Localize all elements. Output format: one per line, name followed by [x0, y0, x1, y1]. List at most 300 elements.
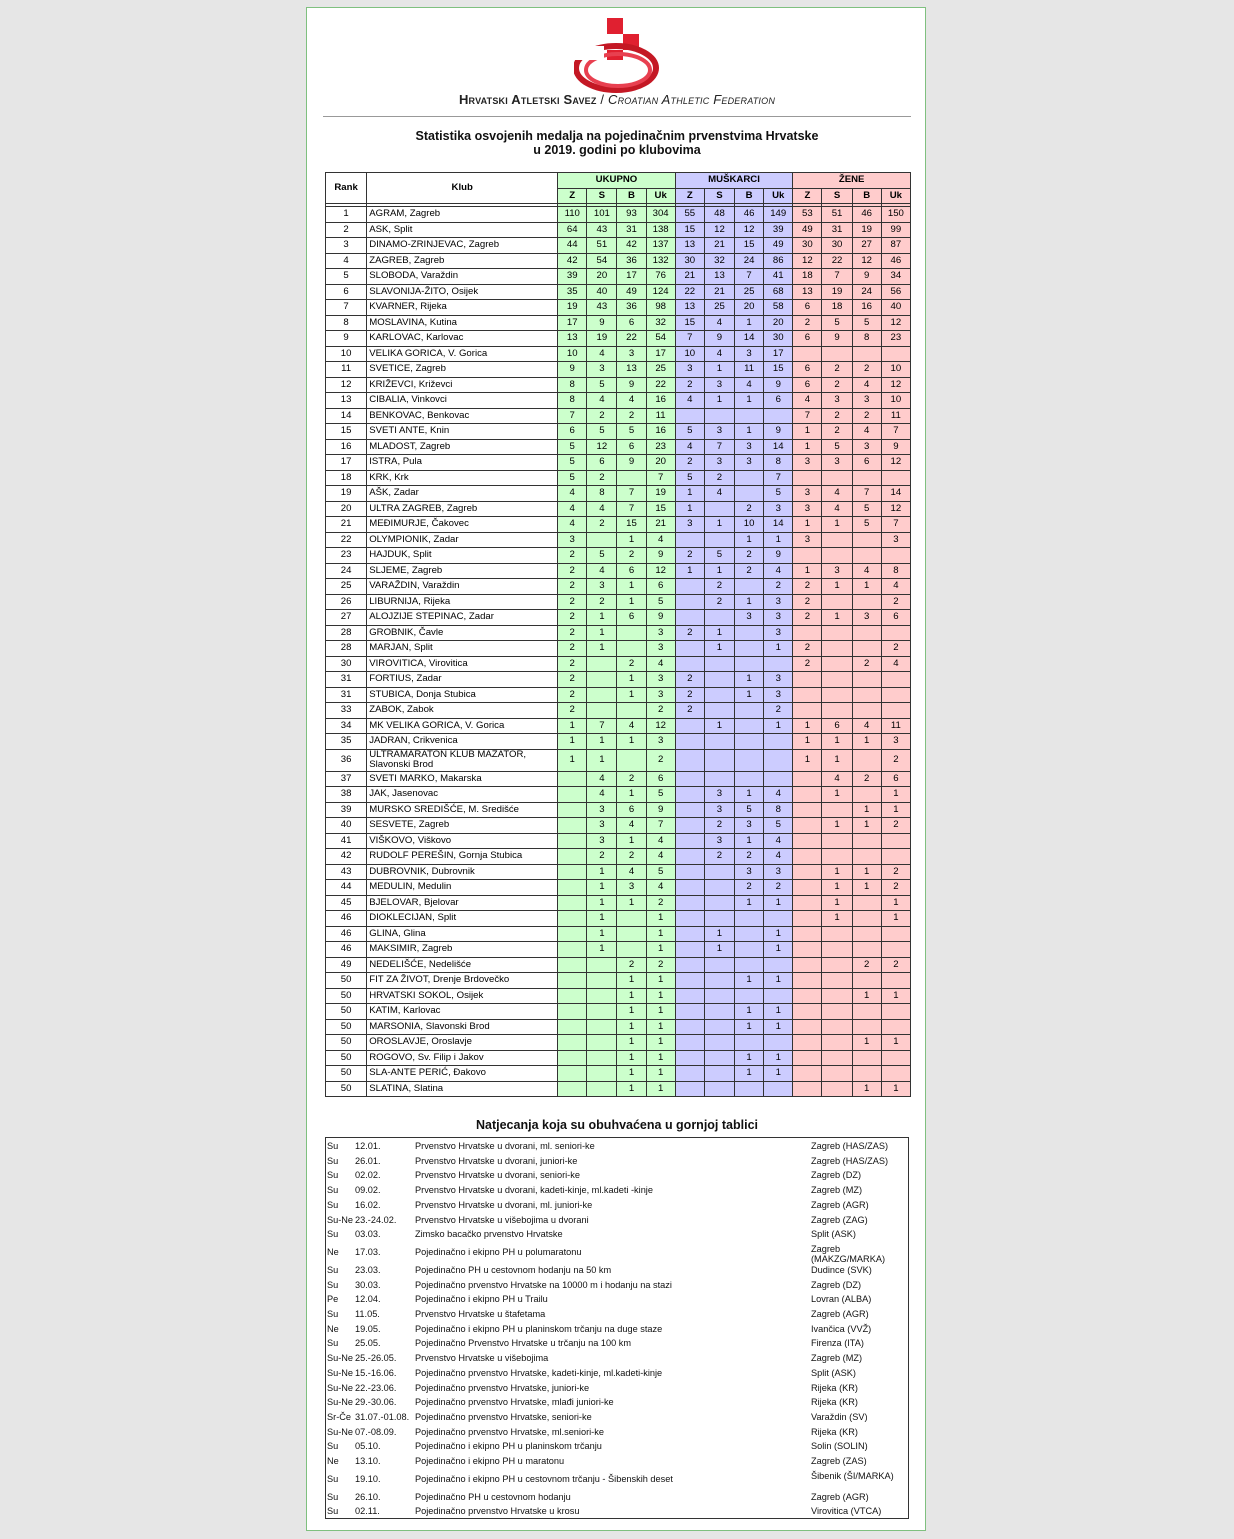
cell-klub: ULTRA ZAGREB, Zagreb — [367, 501, 558, 517]
cell-ukupno-z — [558, 1035, 587, 1051]
cell-muskarci-b: 20 — [735, 300, 764, 316]
cell-zene-b: 24 — [852, 284, 881, 300]
cell-muskarci-z: 15 — [675, 222, 704, 238]
cell-ukupno-uk: 3 — [646, 687, 675, 703]
cell-muskarci-b — [735, 579, 764, 595]
cell-ukupno-b — [617, 625, 646, 641]
cell-muskarci-s: 3 — [704, 833, 734, 849]
cell-ukupno-uk: 2 — [646, 703, 675, 719]
cell-klub: RUDOLF PEREŠIN, Gornja Stubica — [367, 849, 558, 865]
cell-zene-uk: 4 — [881, 656, 910, 672]
table-row — [326, 377, 911, 393]
competition-name: Pojedinačno prvenstvo Hrvatske, ml.seniori-ke — [415, 1426, 604, 1437]
cell-ukupno-uk: 11 — [646, 408, 675, 424]
cell-klub: SESVETE, Zagreb — [367, 818, 558, 834]
cell-zene-z: 6 — [793, 331, 822, 347]
table-row — [326, 207, 911, 223]
cell-muskarci-uk: 2 — [764, 703, 793, 719]
cell-zene-s — [822, 625, 852, 641]
cell-muskarci-s: 1 — [704, 926, 734, 942]
cell-ukupno-b: 2 — [617, 771, 646, 787]
cell-muskarci-b: 3 — [735, 610, 764, 626]
cell-zene-uk: 12 — [881, 315, 910, 331]
cell-muskarci-z — [675, 771, 704, 787]
cell-rank: 25 — [326, 579, 367, 595]
cell-muskarci-uk: 15 — [764, 362, 793, 378]
cell-muskarci-uk: 3 — [764, 687, 793, 703]
table-row — [326, 238, 911, 254]
table-row — [326, 656, 911, 672]
cell-ukupno-s: 51 — [587, 238, 617, 254]
competition-place: Rijeka (KR) — [811, 1382, 858, 1393]
cell-muskarci-z: 10 — [675, 346, 704, 362]
cell-muskarci-b — [735, 656, 764, 672]
cell-zene-b — [852, 641, 881, 657]
cell-ukupno-s — [587, 1050, 617, 1066]
table-row — [326, 787, 911, 803]
cell-ukupno-uk: 22 — [646, 377, 675, 393]
cell-zene-z — [793, 988, 822, 1004]
cell-zene-z: 3 — [793, 486, 822, 502]
cell-zene-z: 1 — [793, 749, 822, 771]
cell-ukupno-z: 2 — [558, 548, 587, 564]
cell-rank: 46 — [326, 942, 367, 958]
cell-ukupno-z: 5 — [558, 439, 587, 455]
cell-zene-uk: 150 — [881, 207, 910, 223]
cell-muskarci-s — [704, 1081, 734, 1097]
cell-zene-b — [852, 703, 881, 719]
header-ukupno: UKUPNO — [558, 173, 676, 189]
cell-zene-z: 2 — [793, 656, 822, 672]
cell-zene-uk: 1 — [881, 1035, 910, 1051]
table-row — [326, 408, 911, 424]
cell-ukupno-uk: 304 — [646, 207, 675, 223]
cell-muskarci-uk: 4 — [764, 833, 793, 849]
cell-ukupno-s: 43 — [587, 222, 617, 238]
cell-ukupno-z — [558, 1081, 587, 1097]
cell-rank: 4 — [326, 253, 367, 269]
cell-zene-z: 1 — [793, 439, 822, 455]
cell-zene-b: 3 — [852, 439, 881, 455]
table-row — [326, 641, 911, 657]
cell-ukupno-z — [558, 895, 587, 911]
cell-zene-b: 1 — [852, 988, 881, 1004]
cell-ukupno-b: 6 — [617, 439, 646, 455]
cell-zene-s: 2 — [822, 377, 852, 393]
cell-ukupno-b: 6 — [617, 315, 646, 331]
cell-zene-s: 51 — [822, 207, 852, 223]
cell-zene-uk: 1 — [881, 787, 910, 803]
federation-logo-icon — [574, 16, 664, 94]
cell-muskarci-z: 21 — [675, 269, 704, 285]
cell-klub: VIROVITICA, Virovitica — [367, 656, 558, 672]
cell-muskarci-uk: 86 — [764, 253, 793, 269]
cell-muskarci-b: 1 — [735, 672, 764, 688]
cell-muskarci-uk: 1 — [764, 926, 793, 942]
competition-day: Su — [327, 1264, 339, 1275]
competition-name: Pojedinačno Prvenstvo Hrvatske u trčanju na 100 km — [415, 1338, 632, 1349]
cell-ukupno-z: 64 — [558, 222, 587, 238]
cell-zene-s — [822, 687, 852, 703]
cell-ukupno-z: 1 — [558, 749, 587, 771]
cell-ukupno-b: 5 — [617, 424, 646, 440]
cell-muskarci-uk: 58 — [764, 300, 793, 316]
cell-muskarci-z: 2 — [675, 687, 704, 703]
table-row — [326, 988, 911, 1004]
cell-muskarci-s: 1 — [704, 393, 734, 409]
cell-rank: 17 — [326, 455, 367, 471]
cell-klub: GROBNIK, Čavle — [367, 625, 558, 641]
cell-muskarci-b: 1 — [735, 1050, 764, 1066]
cell-ukupno-uk: 12 — [646, 718, 675, 734]
cell-zene-b: 1 — [852, 1035, 881, 1051]
cell-zene-s: 3 — [822, 393, 852, 409]
cell-ukupno-uk: 3 — [646, 672, 675, 688]
cell-muskarci-z: 55 — [675, 207, 704, 223]
competition-place: Zagreb (MZ) — [811, 1185, 863, 1196]
cell-rank: 6 — [326, 284, 367, 300]
cell-muskarci-s — [704, 408, 734, 424]
cell-muskarci-z: 22 — [675, 284, 704, 300]
cell-klub: HRVATSKI SOKOL, Osijek — [367, 988, 558, 1004]
cell-ukupno-uk: 2 — [646, 957, 675, 973]
cell-muskarci-s: 3 — [704, 455, 734, 471]
header-muskarci: MUŠKARCI — [675, 173, 793, 189]
cell-zene-uk: 40 — [881, 300, 910, 316]
cell-rank: 3 — [326, 238, 367, 254]
cell-zene-s: 1 — [822, 818, 852, 834]
cell-ukupno-uk: 137 — [646, 238, 675, 254]
cell-zene-b — [852, 911, 881, 927]
competition-place: Ivančica (VVŽ) — [811, 1323, 872, 1334]
cell-ukupno-uk: 4 — [646, 656, 675, 672]
cell-muskarci-s — [704, 532, 734, 548]
cell-muskarci-b — [735, 734, 764, 750]
cell-muskarci-s — [704, 895, 734, 911]
cell-muskarci-b — [735, 486, 764, 502]
cell-zene-z — [793, 818, 822, 834]
cell-zene-b — [852, 1019, 881, 1035]
cell-klub: LIBURNIJA, Rijeka — [367, 594, 558, 610]
cell-zene-uk — [881, 973, 910, 989]
cell-zene-s — [822, 1004, 852, 1020]
cell-ukupno-uk: 132 — [646, 253, 675, 269]
table-row — [326, 911, 911, 927]
competition-name: Pojedinačno i ekipno PH u maratonu — [415, 1456, 565, 1466]
federation-name-en: Croatian Athletic Federation — [608, 92, 776, 107]
competition-day: Su-Ne — [327, 1353, 354, 1364]
cell-muskarci-z — [675, 818, 704, 834]
cell-ukupno-z: 4 — [558, 501, 587, 517]
cell-klub: MAKSIMIR, Zagreb — [367, 942, 558, 958]
cell-klub: KRK, Krk — [367, 470, 558, 486]
cell-zene-z — [793, 787, 822, 803]
cell-muskarci-b: 2 — [735, 880, 764, 896]
cell-muskarci-z: 2 — [675, 703, 704, 719]
cell-ukupno-uk: 7 — [646, 470, 675, 486]
cell-ukupno-uk: 54 — [646, 331, 675, 347]
cell-muskarci-uk: 1 — [764, 895, 793, 911]
cell-rank: 42 — [326, 849, 367, 865]
cell-muskarci-s: 2 — [704, 594, 734, 610]
cell-ukupno-b: 1 — [617, 594, 646, 610]
table-row — [326, 424, 911, 440]
cell-ukupno-z: 3 — [558, 532, 587, 548]
cell-ukupno-s — [587, 988, 617, 1004]
cell-zene-uk: 10 — [881, 362, 910, 378]
cell-muskarci-b: 3 — [735, 864, 764, 880]
cell-klub: SLA-ANTE PERIĆ, Đakovo — [367, 1066, 558, 1082]
cell-zene-uk: 11 — [881, 408, 910, 424]
table-row — [326, 749, 911, 771]
cell-zene-s — [822, 1050, 852, 1066]
cell-muskarci-z — [675, 734, 704, 750]
cell-zene-b — [852, 1050, 881, 1066]
cell-zene-uk: 1 — [881, 895, 910, 911]
cell-ukupno-b: 93 — [617, 207, 646, 223]
cell-muskarci-z — [675, 718, 704, 734]
cell-muskarci-uk: 1 — [764, 973, 793, 989]
cell-ukupno-s: 1 — [587, 625, 617, 641]
cell-ukupno-z — [558, 818, 587, 834]
cell-zene-s — [822, 849, 852, 865]
cell-ukupno-z — [558, 1019, 587, 1035]
cell-ukupno-s — [587, 1035, 617, 1051]
cell-ukupno-z: 19 — [558, 300, 587, 316]
cell-muskarci-uk — [764, 771, 793, 787]
cell-zene-s: 1 — [822, 911, 852, 927]
cell-klub: ALOJZIJE STEPINAC, Zadar — [367, 610, 558, 626]
header-zene-b: B — [852, 188, 881, 204]
cell-muskarci-z: 2 — [675, 625, 704, 641]
competition-day: Su — [327, 1170, 339, 1181]
competition-row — [326, 1242, 908, 1263]
cell-zene-uk: 3 — [881, 532, 910, 548]
cell-ukupno-z: 8 — [558, 377, 587, 393]
cell-zene-s: 2 — [822, 362, 852, 378]
competition-row — [326, 1227, 908, 1242]
cell-zene-s: 1 — [822, 880, 852, 896]
table-row — [326, 833, 911, 849]
cell-muskarci-s: 2 — [704, 470, 734, 486]
cell-ukupno-z: 10 — [558, 346, 587, 362]
cell-ukupno-b: 9 — [617, 455, 646, 471]
cell-rank: 50 — [326, 1004, 367, 1020]
table-row — [326, 346, 911, 362]
cell-muskarci-uk: 1 — [764, 1004, 793, 1020]
cell-zene-z — [793, 880, 822, 896]
table-row — [326, 455, 911, 471]
cell-klub: ZABOK, Zabok — [367, 703, 558, 719]
cell-ukupno-uk: 12 — [646, 563, 675, 579]
cell-zene-b: 4 — [852, 377, 881, 393]
cell-ukupno-b: 1 — [617, 672, 646, 688]
cell-muskarci-b: 3 — [735, 818, 764, 834]
competition-place: Zagreb (DZ) — [811, 1170, 862, 1181]
cell-ukupno-b — [617, 703, 646, 719]
cell-zene-z: 1 — [793, 424, 822, 440]
cell-muskarci-s: 1 — [704, 362, 734, 378]
cell-zene-uk: 23 — [881, 331, 910, 347]
cell-ukupno-uk: 4 — [646, 833, 675, 849]
header-muskarci-uk: Uk — [764, 188, 793, 204]
cell-ukupno-b: 9 — [617, 377, 646, 393]
cell-zene-z: 3 — [793, 455, 822, 471]
cell-klub: ASK, Split — [367, 222, 558, 238]
cell-zene-uk: 2 — [881, 749, 910, 771]
cell-ukupno-s — [587, 973, 617, 989]
cell-zene-b — [852, 849, 881, 865]
competition-place: Zagreb (HAS/ZAS) — [811, 1141, 889, 1151]
cell-zene-uk — [881, 1004, 910, 1020]
cell-muskarci-z — [675, 408, 704, 424]
document-page — [306, 7, 926, 1531]
cell-klub: BENKOVAC, Benkovac — [367, 408, 558, 424]
cell-zene-z: 2 — [793, 579, 822, 595]
table-row — [326, 771, 911, 787]
cell-ukupno-uk: 2 — [646, 895, 675, 911]
cell-klub: SLAVONIJA-ŽITO, Osijek — [367, 284, 558, 300]
cell-muskarci-b: 1 — [735, 393, 764, 409]
cell-muskarci-s: 12 — [704, 222, 734, 238]
competition-name: Prvenstvo Hrvatske u dvorani, ml. juniori-ke — [415, 1199, 593, 1210]
cell-zene-z — [793, 470, 822, 486]
cell-ukupno-z: 8 — [558, 393, 587, 409]
cell-muskarci-z — [675, 787, 704, 803]
cell-rank: 8 — [326, 315, 367, 331]
cell-zene-b — [852, 749, 881, 771]
cell-muskarci-s: 4 — [704, 486, 734, 502]
cell-muskarci-s — [704, 749, 734, 771]
cell-muskarci-z: 2 — [675, 672, 704, 688]
cell-muskarci-s: 3 — [704, 802, 734, 818]
cell-ukupno-s: 4 — [587, 346, 617, 362]
cell-muskarci-s: 13 — [704, 269, 734, 285]
cell-ukupno-s — [587, 957, 617, 973]
cell-muskarci-uk — [764, 408, 793, 424]
cell-ukupno-s — [587, 1019, 617, 1035]
cell-zene-b: 2 — [852, 771, 881, 787]
cell-muskarci-b: 1 — [735, 594, 764, 610]
cell-muskarci-uk: 3 — [764, 594, 793, 610]
cell-klub: SVETICE, Zagreb — [367, 362, 558, 378]
cell-ukupno-s: 3 — [587, 362, 617, 378]
cell-muskarci-s: 3 — [704, 787, 734, 803]
cell-ukupno-s: 3 — [587, 579, 617, 595]
cell-ukupno-z: 2 — [558, 579, 587, 595]
table-row — [326, 1050, 911, 1066]
cell-zene-uk: 14 — [881, 486, 910, 502]
table-row — [326, 501, 911, 517]
cell-klub: FIT ZA ŽIVOT, Drenje Brdovečko — [367, 973, 558, 989]
cell-zene-uk: 3 — [881, 734, 910, 750]
cell-ukupno-uk: 25 — [646, 362, 675, 378]
cell-muskarci-z: 1 — [675, 501, 704, 517]
cell-ukupno-uk: 17 — [646, 346, 675, 362]
cell-ukupno-b: 1 — [617, 1050, 646, 1066]
cell-ukupno-b: 2 — [617, 548, 646, 564]
cell-zene-uk — [881, 1019, 910, 1035]
competition-day: Su-Ne — [327, 1426, 354, 1437]
cell-zene-s — [822, 1035, 852, 1051]
header-ukupno-z: Z — [558, 188, 587, 204]
cell-zene-b: 2 — [852, 362, 881, 378]
cell-muskarci-s — [704, 771, 734, 787]
cell-ukupno-uk: 20 — [646, 455, 675, 471]
cell-zene-s: 18 — [822, 300, 852, 316]
cell-zene-uk: 99 — [881, 222, 910, 238]
cell-muskarci-z: 1 — [675, 486, 704, 502]
cell-zene-b: 1 — [852, 579, 881, 595]
cell-ukupno-uk: 1 — [646, 1035, 675, 1051]
cell-muskarci-uk: 1 — [764, 1019, 793, 1035]
cell-muskarci-b: 24 — [735, 253, 764, 269]
cell-muskarci-s: 5 — [704, 548, 734, 564]
cell-zene-b: 4 — [852, 718, 881, 734]
cell-muskarci-s — [704, 1050, 734, 1066]
cell-rank: 33 — [326, 703, 367, 719]
cell-muskarci-b: 10 — [735, 517, 764, 533]
cell-zene-b: 1 — [852, 1081, 881, 1097]
cell-zene-uk: 7 — [881, 424, 910, 440]
cell-muskarci-b: 2 — [735, 548, 764, 564]
cell-ukupno-uk: 5 — [646, 594, 675, 610]
table-row — [326, 895, 911, 911]
competition-date: 23.-24.02. — [355, 1214, 397, 1225]
table-row — [326, 1004, 911, 1020]
cell-ukupno-uk: 6 — [646, 579, 675, 595]
cell-ukupno-b: 1 — [617, 895, 646, 911]
cell-zene-s — [822, 942, 852, 958]
cell-rank: 45 — [326, 895, 367, 911]
cell-ukupno-b — [617, 641, 646, 657]
cell-muskarci-s: 2 — [704, 849, 734, 865]
competition-row — [326, 1292, 908, 1307]
cell-klub: KRIŽEVCI, Križevci — [367, 377, 558, 393]
cell-zene-s — [822, 548, 852, 564]
cell-ukupno-s: 2 — [587, 594, 617, 610]
competition-day: Su — [327, 1141, 339, 1151]
cell-rank: 50 — [326, 1050, 367, 1066]
cell-muskarci-z — [675, 1004, 704, 1020]
cell-ukupno-uk: 16 — [646, 393, 675, 409]
cell-zene-z: 6 — [793, 377, 822, 393]
cell-klub: ROGOVO, Sv. Filip i Jakov — [367, 1050, 558, 1066]
cell-zene-z: 49 — [793, 222, 822, 238]
cell-zene-uk — [881, 1050, 910, 1066]
table-row — [326, 563, 911, 579]
competition-name: Pojedinačno prvenstvo Hrvatske u krosu — [415, 1506, 580, 1517]
cell-zene-uk: 56 — [881, 284, 910, 300]
cell-muskarci-s: 1 — [704, 563, 734, 579]
cell-zene-uk: 2 — [881, 880, 910, 896]
cell-klub: DINAMO-ZRINJEVAC, Zagreb — [367, 238, 558, 254]
cell-rank: 50 — [326, 988, 367, 1004]
cell-zene-b: 5 — [852, 501, 881, 517]
cell-ukupno-uk: 6 — [646, 771, 675, 787]
competition-date: 26.10. — [355, 1491, 381, 1502]
cell-zene-z: 2 — [793, 641, 822, 657]
cell-muskarci-s: 21 — [704, 238, 734, 254]
cell-muskarci-s: 3 — [704, 424, 734, 440]
cell-zene-uk: 1 — [881, 988, 910, 1004]
cell-ukupno-z: 2 — [558, 641, 587, 657]
cell-muskarci-b: 7 — [735, 269, 764, 285]
cell-muskarci-z — [675, 1081, 704, 1097]
competition-name: Pojedinačno i ekipno PH u Trailu — [415, 1294, 548, 1305]
competition-row — [326, 1307, 908, 1322]
cell-muskarci-b: 3 — [735, 439, 764, 455]
